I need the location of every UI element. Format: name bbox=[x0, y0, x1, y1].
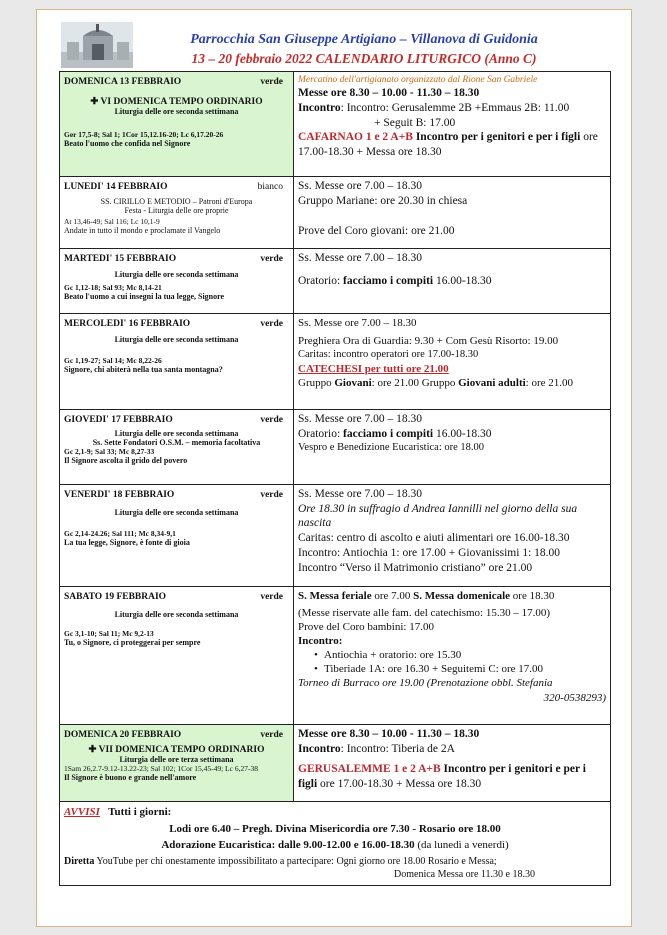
day-name: MARTEDI' 15 FEBBRAIO bbox=[64, 254, 177, 264]
homework-label: facciamo i compiti bbox=[343, 427, 434, 440]
liturgical-color: bianco bbox=[257, 182, 283, 192]
table-row bbox=[60, 314, 611, 410]
liturgy-hours: Liturgia delle ore seconda settimana bbox=[114, 508, 239, 517]
event-line: Caritas: centro di ascolto e aiuti alimentari ore 16.00-18.30 bbox=[298, 532, 570, 545]
mass-times: Ss. Messe ore 7.00 – 18.30 bbox=[298, 488, 422, 500]
day-cell bbox=[60, 177, 294, 249]
sunday-mass: Domenica Messa ore 11.30 e 18.30 bbox=[394, 868, 535, 880]
day-name: GIOVEDI' 17 FEBBRAIO bbox=[64, 415, 173, 425]
event-line: Incontro: Antiochia 1: ore 17.00 + Giovanissimi 1: 18.00 bbox=[298, 546, 561, 559]
meeting-text: Incontro: Gerusalemme 2B +Emmaus 2B: 11.00 bbox=[346, 101, 570, 114]
readings: Gc 2,1-9; Sal 33; Mc 8,27-33 bbox=[64, 447, 155, 456]
liturgy-hours: Liturgia delle ore seconda settimana bbox=[114, 335, 239, 344]
event-line: Gruppo Mariane: ore 20.30 in chiesa bbox=[298, 194, 468, 207]
psalm-motto: Andate in tutto il mondo e proclamate il Vangelo bbox=[64, 226, 221, 235]
day-cell bbox=[60, 314, 294, 410]
liturgical-color: verde bbox=[260, 77, 283, 87]
liturgy-hours: Liturgia delle ore terza settimana bbox=[119, 755, 234, 764]
event-line: Prove del Coro bambini: 17.00 bbox=[298, 621, 434, 634]
day-cell bbox=[60, 410, 294, 485]
list-item: • Tiberiade 1A: ore 16.30 + Seguitemi C: ore 17.00 bbox=[298, 662, 606, 676]
event-line: Caritas: incontro operatori ore 17.00-18.30 bbox=[298, 349, 479, 361]
readings: At 13,46-49; Sal 116; Lc 10,1-9 bbox=[64, 217, 160, 226]
liturgical-color: verde bbox=[260, 490, 283, 500]
mass-times: Ss. Messe ore 7.00 – 18.30 bbox=[298, 317, 417, 329]
table-row bbox=[60, 587, 611, 725]
day-cell bbox=[60, 249, 294, 314]
table-row bbox=[60, 249, 611, 314]
events-cell: S. Messa feriale ore 7.00 S. Messa domenicale ore 18.30 (Messe riservate alle fam. del catechismo: 15.30 – 17.00) Prove del Coro bambini: 17.00 Incontro: • Antiochia + oratorio: ore 15.30 • Tiberiade 1A: ore 16.30 + Seguitemi C: ore 17.00 Torneo di Burraco ore 19.00 (Prenotazione obbl. Stefania 320-0538293) bbox=[294, 587, 611, 725]
daily-prayers: Lodi ore 6.40 – Pregh. Divina Misericordia ore 7.30 - Rosario ore 18.00 bbox=[169, 822, 501, 835]
event-line: Incontro “Verso il Matrimonio cristiano” ore 21.00 bbox=[298, 561, 533, 574]
readings: Gc 2,14-24.26; Sal 111; Mc 8,34-9,1 bbox=[64, 529, 176, 538]
liturgy-hours: Festa - Liturgia delle ore proprie bbox=[124, 206, 229, 215]
psalm-motto: Signore, chi abiterà nella tua santa montagna? bbox=[64, 365, 223, 374]
mass-times: Messe ore 8.30 – 10.00 - 11.30 – 18.30 bbox=[298, 87, 480, 100]
header bbox=[37, 10, 631, 72]
psalm-motto: Il Signore ascolta il grido del povero bbox=[64, 456, 188, 465]
meeting-heading: Incontro: bbox=[298, 635, 343, 648]
liturgy-hours: Liturgia delle ore seconda settimana bbox=[114, 270, 239, 279]
liturgical-color: verde bbox=[260, 319, 283, 329]
meeting-time: ore 17.00-18.30 + Messa ore 18.30 bbox=[298, 131, 598, 159]
day-cell bbox=[60, 72, 294, 177]
liturgical-color: verde bbox=[260, 730, 283, 740]
events-cell bbox=[294, 177, 611, 249]
feast-name: Ss. Sette Fondatori O.S.M. – memoria facoltativa bbox=[92, 438, 261, 447]
liturgy-hours: Liturgia delle ore seconda settimana bbox=[114, 429, 239, 438]
psalm-motto: Il Signore è buono e grande nell'amore bbox=[64, 773, 197, 782]
events-cell: Ss. Messe ore 7.00 – 18.30 Preghiera Ora di Guardia: 9.30 + Com Gesù Risorto: 19.00 Caritas: incontro operatori ore 17.00-18.30 CATECHESI per tutti ore 21.00 Gruppo Giovani: ore 21.00 Gruppo Giovani adulti: ore 21.00 bbox=[294, 314, 611, 410]
day-cell bbox=[60, 485, 294, 587]
parents-meeting: Incontro per i genitori e per i figli bbox=[415, 131, 581, 144]
memorial-mass: Ore 18.30 in suffragio d Andrea Iannilli nel giorno della sua nascita bbox=[298, 502, 578, 530]
psalm-motto: Tu, o Signore, ci proteggerai per sempre bbox=[64, 638, 201, 647]
event-line: (Messe riservate alle fam. del catechismo: 15.30 – 17.00) bbox=[298, 607, 551, 620]
events-cell: Ss. Messe ore 7.00 – 18.30 Oratorio: facciamo i compiti 16.00-18.30 bbox=[294, 249, 611, 314]
feast-name: ✚ VI DOMENICA TEMPO ORDINARIO bbox=[90, 97, 263, 107]
day-name: MERCOLEDI' 16 FEBBRAIO bbox=[64, 319, 191, 329]
live-text: YouTube per chi onestamente impossibilitato a partecipare: Ogni giorno ore 18.00 Rosario e Messa; bbox=[94, 855, 497, 867]
liturgical-color: verde bbox=[260, 415, 283, 425]
every-day-label: Tutti i giorni: bbox=[108, 806, 172, 818]
events-cell: Mercatino dell'artigianato organizzato dal Rione San Gabriele Messe ore 8.30 – 10.00 - 11.30 – 18.30 Incontro: Incontro: Gerusalemme 2B +Emmaus 2B: 11.00 + Seguit B: 17.00 CAFARNAO 1 e 2 A+B Incontro per i genitori e per i figli ore 17.00-18.30 + Messa ore 18.30 bbox=[294, 72, 611, 177]
event-line: Prove del Coro giovani: ore 21.00 bbox=[298, 225, 455, 238]
liturgy-hours: Liturgia delle ore seconda settimana bbox=[114, 610, 239, 619]
psalm-motto: Beato l'uomo a cui insegni la tua legge, Signore bbox=[64, 292, 225, 301]
events-cell bbox=[294, 485, 611, 587]
day-cell bbox=[60, 587, 294, 725]
day-name: LUNEDI' 14 FEBBRAIO bbox=[64, 182, 168, 192]
liturgical-color: verde bbox=[260, 254, 283, 264]
table-row bbox=[60, 725, 611, 802]
market-notice: Mercatino dell'artigianato organizzato dal Rione San Gabriele bbox=[298, 75, 538, 85]
day-name: SABATO 19 FEBBRAIO bbox=[64, 592, 167, 602]
mass-times: Ss. Messe ore 7.00 – 18.30 bbox=[298, 413, 422, 425]
readings: Ger 17,5-8; Sal 1; 1Cor 15,12.16-20; Lc 6,17.20-26 bbox=[64, 130, 224, 139]
notices-label: AVVISI bbox=[64, 806, 100, 818]
meeting-time: ore 17.00-18.30 + Messa ore 18.30 bbox=[320, 778, 482, 791]
mass-times: Messe ore 8.30 – 10.00 - 11.30 – 18.30 bbox=[298, 728, 480, 740]
day-cell bbox=[60, 725, 294, 802]
event-line: Vespro e Benedizione Eucaristica: ore 18.00 bbox=[298, 442, 485, 454]
phone-number: 320-0538293) bbox=[543, 691, 606, 704]
bulletin-page bbox=[36, 9, 632, 927]
live-label: Diretta bbox=[64, 855, 95, 867]
readings: Gc 3,1-10; Sal 11; Mc 9,2-13 bbox=[64, 629, 154, 638]
homework-label: facciamo i compiti bbox=[343, 274, 434, 287]
parents-meeting: Incontro per i genitori e per i figli bbox=[298, 763, 586, 791]
readings: Gc 1,19-27; Sal 14; Mc 8,22-26 bbox=[64, 356, 162, 365]
liturgy-hours: Liturgia delle ore seconda settimana bbox=[114, 107, 239, 116]
group-name: GERUSALEMME 1 e 2 A+B bbox=[298, 763, 441, 776]
table-row bbox=[60, 177, 611, 249]
readings: Gc 1,12-18; Sal 93; Mc 8,14-21 bbox=[64, 283, 162, 292]
table-row bbox=[60, 485, 611, 587]
events-cell: Ss. Messe ore 7.00 – 18.30 Oratorio: facciamo i compiti 16.00-18.30 Vespro e Benedizione Eucaristica: ore 18.00 bbox=[294, 410, 611, 485]
meeting-text: Incontro: Tiberia de 2A bbox=[346, 742, 455, 755]
liturgical-color: verde bbox=[260, 592, 283, 602]
burraco-tournament: Torneo di Burraco ore 19.00 (Prenotazione obbl. Stefania bbox=[298, 677, 553, 690]
feast-name: SS. CIRILLO E METODIO – Patroni d'Europa bbox=[100, 197, 253, 206]
list-item: • Antiochia + oratorio: ore 15.30 bbox=[298, 648, 606, 662]
mass-times: Ss. Messe ore 7.00 – 18.30 bbox=[298, 252, 422, 264]
psalm-motto: La tua legge, Signore, è fonte di gioia bbox=[64, 538, 190, 547]
readings: 1Sam 26,2.7-9.12-13.22-23; Sal 102; 1Cor 15,45-49; Lc 6,27-38 bbox=[64, 764, 258, 773]
event-line: Preghiera Ora di Guardia: 9.30 + Com Gesù Risorto: 19.00 bbox=[298, 335, 559, 348]
parish-title: Parrocchia San Giuseppe Artigiano – Villanova di Guidonia bbox=[190, 32, 538, 47]
catechesis: CATECHESI per tutti ore 21.00 bbox=[298, 362, 449, 375]
calendar-subtitle: 13 – 20 febbraio 2022 CALENDARIO LITURGICO (Anno C) bbox=[191, 51, 537, 66]
calendar-table bbox=[59, 71, 611, 886]
day-name: VENERDI' 18 FEBBRAIO bbox=[64, 490, 175, 500]
mass-times: Ss. Messe ore 7.00 – 18.30 bbox=[298, 180, 422, 192]
table-row bbox=[60, 410, 611, 485]
group-name: CAFARNAO 1 e 2 A+B bbox=[298, 131, 413, 144]
table-row bbox=[60, 802, 611, 886]
feast-name: ✚ VII DOMENICA TEMPO ORDINARIO bbox=[88, 745, 265, 755]
psalm-motto: Beato l'uomo che confida nel Signore bbox=[64, 139, 191, 148]
events-cell: Messe ore 8.30 – 10.00 - 11.30 – 18.30 Incontro: Incontro: Tiberia de 2A GERUSALEMME 1 e 2 A+B Incontro per i genitori e per i figli ore 17.00-18.30 + Messa ore 18.30 bbox=[294, 725, 611, 802]
notices-cell: AVVISI Tutti i giorni: Lodi ore 6.40 – Pregh. Divina Misericordia ore 7.30 - Rosario ore 18.00 Adorazione Eucaristica: dalle 9.00-12.00 e 16.00-18.30 (da lunedì a venerdì) Diretta YouTube per chi onestamente impossibilitato a partecipare: Ogni giorno ore 18.00 Rosario e Messa; Domenica Messa ore 11.30 e 18.30 bbox=[60, 802, 611, 886]
adoration: Adorazione Eucaristica: dalle 9.00-12.00 e 16.00-18.30 bbox=[161, 839, 415, 851]
day-name: DOMENICA 20 FEBBRAIO bbox=[64, 730, 182, 740]
day-name: DOMENICA 13 FEBBRAIO bbox=[64, 77, 182, 87]
meeting-text-2: + Seguit B: 17.00 bbox=[374, 116, 456, 129]
table-row bbox=[60, 72, 611, 177]
